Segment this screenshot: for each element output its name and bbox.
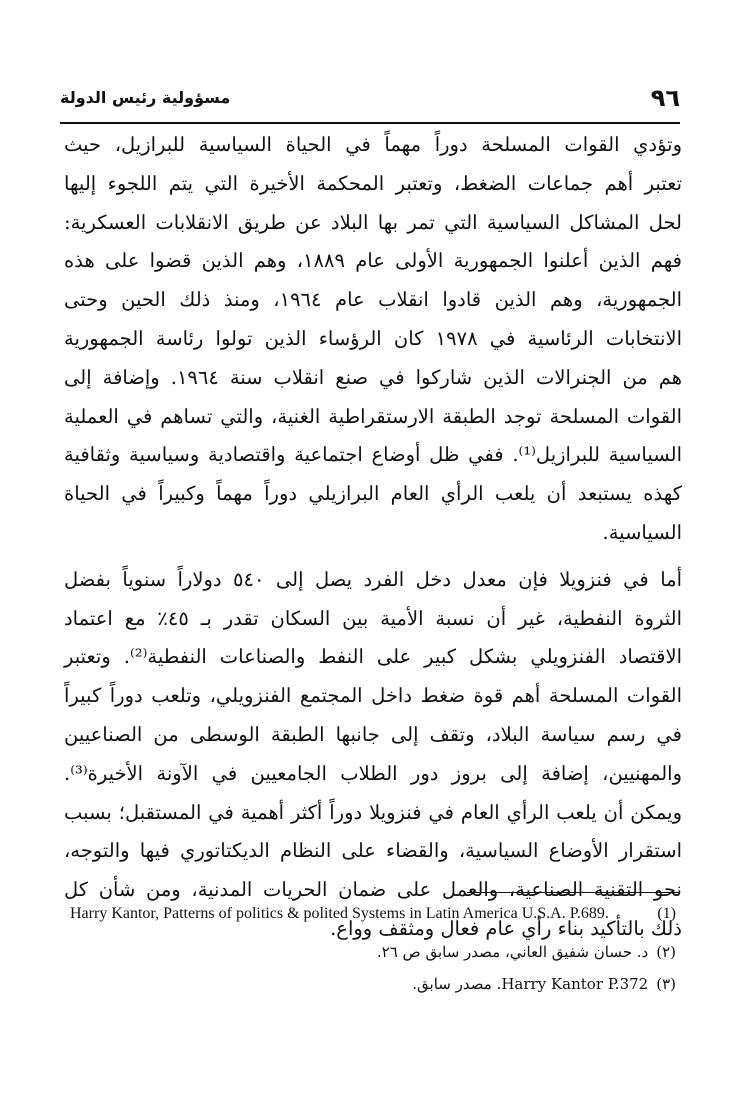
text-line: السياسية. <box>602 520 682 544</box>
footnote-text: Harry Kantor, Patterns of politics & polited Systems in Latin America U.S.A. P.689. <box>70 905 609 922</box>
text-line: والمهنيين، إضافة إلى بروز دور الطلاب الجامعيين في الآونة الأخيرة⁽³⁾. <box>64 761 682 785</box>
paragraph-venezuela <box>64 561 682 949</box>
footnote-text: د. حسان شفيق العاني، مصدر سابق ص ٢٦. <box>376 943 649 961</box>
footnote-divider <box>467 892 680 893</box>
footnote-marker: (٢) <box>656 943 676 961</box>
text-line: القوات المسلحة أهم قوة ضغط داخل المجتمع الفنزويلي، وتلعب دوراً كبيراً <box>64 684 682 708</box>
text-line: الثروة النفطية، غير أن نسبة الأمية بين السكان تقدر بـ ٤٥٪ مع اعتماد <box>64 606 682 630</box>
paragraph-gap <box>64 553 682 561</box>
footnote-text: Harry Kantor P.372. مصدر سابق. <box>412 975 649 993</box>
text-line: القوات المسلحة توجد الطبقة الارستقراطية الغنية، والتي تساهم في العملية <box>64 404 682 428</box>
text-line: فهم الذين أعلنوا الجمهورية الأولى عام ١٨٨٩، وهم الذين قضوا على هذه <box>64 249 683 273</box>
footnotes <box>70 900 676 995</box>
text-line: كهذه يستبعد أن يلعب الرأي العام البرازيلي دوراً مهماً وكبيراً في الحياة <box>64 482 682 506</box>
body-text <box>64 126 682 949</box>
paragraph-brazil <box>64 126 682 553</box>
running-title: مسؤولية رئيس الدولة <box>60 88 231 107</box>
text-line: ذلك بالتأكيد بناء رأي عام فعال ومثقف وواع. <box>330 916 682 940</box>
text-line: هم من الجنرالات الذين شاركوا في صنع انقلاب سنة ١٩٦٤. وإضافة إلى <box>64 365 683 389</box>
text-line: السياسية للبرازيل⁽¹⁾. ففي ظل أوضاع اجتماعية واقتصادية وسياسية وثقافية <box>64 443 682 467</box>
text-line: استقرار الأوضاع السياسية، والقضاء على النظام الديكتاتوري فيها والتوجه، <box>64 839 682 863</box>
page-header <box>60 80 680 124</box>
text-line: أما في فنزويلا فإن معدل دخل الفرد يصل إلى ٥٤٠ دولاراً سنوياً بفضل <box>64 567 682 591</box>
footnote-marker: (1) <box>657 905 676 922</box>
footnote-2 <box>70 941 676 963</box>
footnote-3 <box>70 973 676 995</box>
footnote-1 <box>70 900 676 927</box>
text-line: ويمكن أن يلعب الرأي العام في فنزويلا دوراً أكثر أهمية في المستقبل؛ بسبب <box>64 800 682 824</box>
page-number: ٩٦ <box>650 84 680 112</box>
text-line: الانتخابات الرئاسية في ١٩٧٨ كان الرؤساء الذين تولوا رئاسة الجمهورية <box>64 326 682 350</box>
text-line: وتؤدي القوات المسلحة دوراً مهماً في الحياة السياسية للبرازيل، حيث <box>64 133 682 156</box>
text-line: الجمهورية، وهم الذين قادوا انقلاب عام ١٩٦٤، ومنذ ذلك الحين وحتى <box>64 288 682 312</box>
text-line: تعتبر أهم جماعات الضغط، وتعتبر المحكمة الأخيرة التي يتم اللجوء إليها <box>64 171 682 195</box>
text-line: نحو التقنية الصناعية، والعمل على ضمان الحريات المدنية، ومن شأن كل <box>64 878 682 902</box>
text-line: لحل المشاكل السياسية التي تمر بها البلاد عن طريق الانقلابات العسكرية: <box>64 210 682 234</box>
footnote-marker: (٣) <box>656 975 676 993</box>
text-line: في رسم سياسة البلاد، وتقف إلى جانبها الطبقة الوسطى من الصناعيين <box>64 722 682 746</box>
text-line: الاقتصاد الفنزويلي بشكل كبير على النفط والصناعات النفطية⁽²⁾. وتعتبر <box>64 645 683 669</box>
